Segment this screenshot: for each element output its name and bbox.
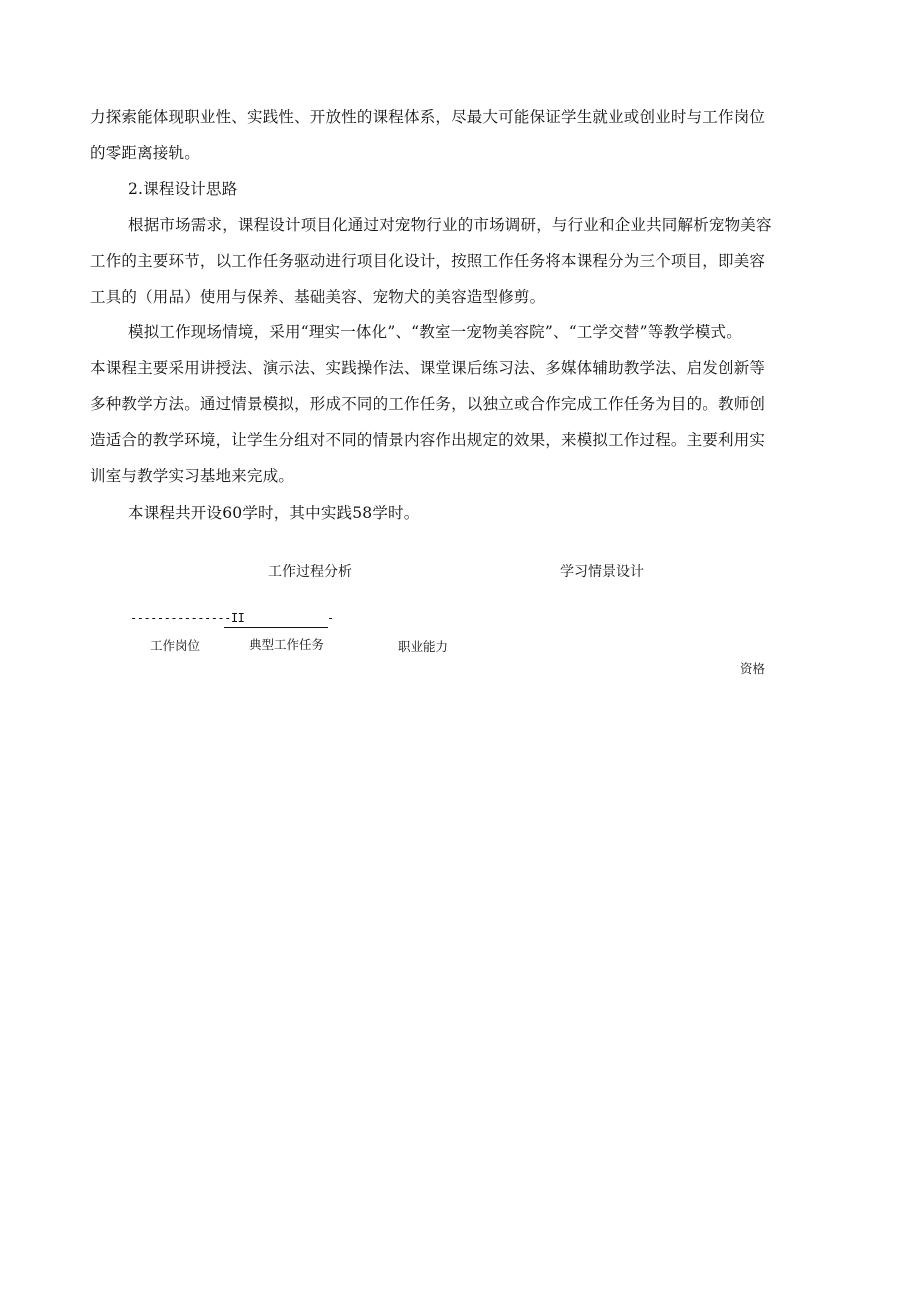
diagram-label-work-post: 工作岗位 [150, 638, 201, 653]
paragraph-line: 造适合的教学环境，让学生分组对不同的情景内容作出规定的效果，来模拟工作过程。主要利用实 [90, 431, 766, 449]
paragraph-line: 本课程共开设60学时，其中实践58学时。 [128, 504, 420, 522]
paragraph-line: 本课程主要采用讲授法、演示法、实践操作法、课堂课后练习法、多媒体辅助教学法、启发创新等 [90, 359, 766, 377]
diagram-header-work-process: 工作过程分析 [268, 564, 352, 580]
paragraph-line: 多种教学方法。通过情景模拟，形成不同的工作任务，以独立或合作完成工作任务为目的。教师创 [90, 395, 766, 413]
paragraph-line: 工作的主要环节，以工作任务驱动进行项目化设计，按照工作任务将本课程分为三个项目，即美容 [90, 252, 766, 270]
diagram-connector-tail: - [327, 611, 334, 625]
diagram-header-learning-scenario: 学习情景设计 [560, 564, 644, 580]
diagram-dashed-connector: ---------------II [130, 611, 245, 625]
paragraph-line: 训室与教学实习基地来完成。 [90, 467, 295, 485]
paragraph-line: 力探索能体现职业性、实践性、开放性的课程体系，尽最大可能保证学生就业或创业时与工作岗位 [90, 108, 766, 126]
paragraph-line: 根据市场需求，课程设计项目化通过对宠物行业的市场调研，与行业和企业共同解析宠物美容 [128, 216, 772, 234]
diagram-label-qualification: 资格 [740, 661, 766, 676]
paragraph-line: 模拟工作现场情境，采用“理实一体化”、“教室一宠物美容院”、“工学交替”等教学模式。 [128, 323, 742, 341]
diagram-label-professional-ability: 职业能力 [398, 639, 449, 654]
section-heading: 2.课程设计思路 [128, 180, 238, 198]
diagram-solid-connector [224, 627, 328, 628]
paragraph-line: 工具的（用品）使用与保养、基础美容、宠物犬的美容造型修剪。 [90, 288, 546, 306]
paragraph-line: 的零距离接轨。 [90, 144, 200, 162]
diagram-label-typical-task: 典型工作任务 [249, 637, 325, 652]
